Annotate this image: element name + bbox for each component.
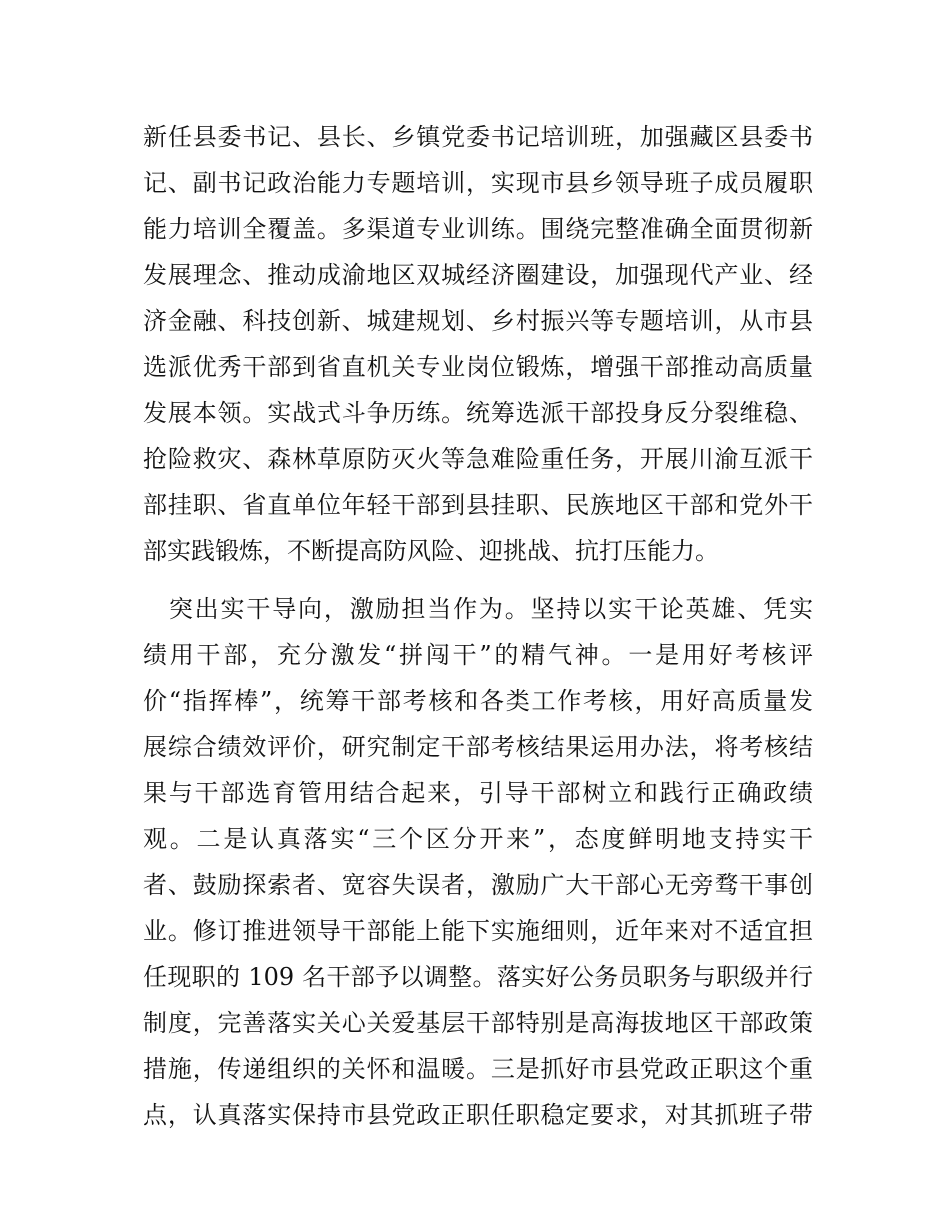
- paragraph-line: 果与干部选育管用结合起来，引导干部树立和践行正确政绩: [143, 779, 813, 807]
- paragraph-line: 选派优秀干部到省直机关专业岗位锻炼，增强干部推动高质量: [143, 353, 813, 381]
- paragraph-line: 点，认真落实保持市县党政正职任职稳定要求，对其抓班子带: [143, 1101, 813, 1129]
- paragraph-line: 抢险救灾、森林草原防灭火等急难险重任务，开展川渝互派干: [143, 445, 813, 473]
- document-body: [143, 114, 813, 1138]
- paragraph-spacer: [143, 574, 813, 586]
- paragraph-line: 任现职的 109 名干部予以调整。落实好公务员职务与职级并行: [143, 963, 813, 991]
- paragraph-line: 记、副书记政治能力专题培训，实现市县乡领导班子成员履职: [143, 169, 813, 197]
- paragraph-line: 制度，完善落实关心关爱基层干部特别是高海拔地区干部政策: [143, 1009, 813, 1037]
- paragraph-line: 能力培训全覆盖。多渠道专业训练。围绕完整准确全面贯彻新: [143, 215, 813, 243]
- paragraph-line: 观。二是认真落实“三个区分开来”，态度鲜明地支持实干: [143, 825, 813, 853]
- paragraph-line: 业。修订推进领导干部能上能下实施细则，近年来对不适宜担: [143, 917, 813, 945]
- paragraph-line: 价“指挥棒”，统筹干部考核和各类工作考核，用好高质量发: [143, 687, 813, 715]
- paragraph-line: 新任县委书记、县长、乡镇党委书记培训班，加强藏区县委书: [143, 123, 813, 151]
- paragraph-line: 济金融、科技创新、城建规划、乡村振兴等专题培训，从市县: [143, 307, 813, 335]
- paragraph-line: 部挂职、省直单位年轻干部到县挂职、民族地区干部和党外干: [143, 491, 813, 519]
- paragraph-line: 发展本领。实战式斗争历练。统筹选派干部投身反分裂维稳、: [143, 399, 813, 427]
- paragraph-line: 发展理念、推动成渝地区双城经济圈建设，加强现代产业、经: [143, 261, 813, 289]
- paragraph-line: 者、鼓励探索者、宽容失误者，激励广大干部心无旁骛干事创: [143, 871, 813, 899]
- paragraph-line: 措施，传递组织的关怀和温暖。三是抓好市县党政正职这个重: [143, 1055, 813, 1083]
- paragraph-line: 突出实干导向，激励担当作为。坚持以实干论英雄、凭实: [143, 595, 813, 623]
- paragraph-2: [143, 586, 813, 1138]
- paragraph-line: 展综合绩效评价，研究制定干部考核结果运用办法，将考核结: [143, 733, 813, 761]
- paragraph-line: 部实践锻炼，不断提高防风险、迎挑战、抗打压能力。: [143, 537, 719, 565]
- paragraph-line: 绩用干部，充分激发“拼闯干”的精气神。一是用好考核评: [143, 641, 813, 669]
- paragraph-1: [143, 114, 813, 574]
